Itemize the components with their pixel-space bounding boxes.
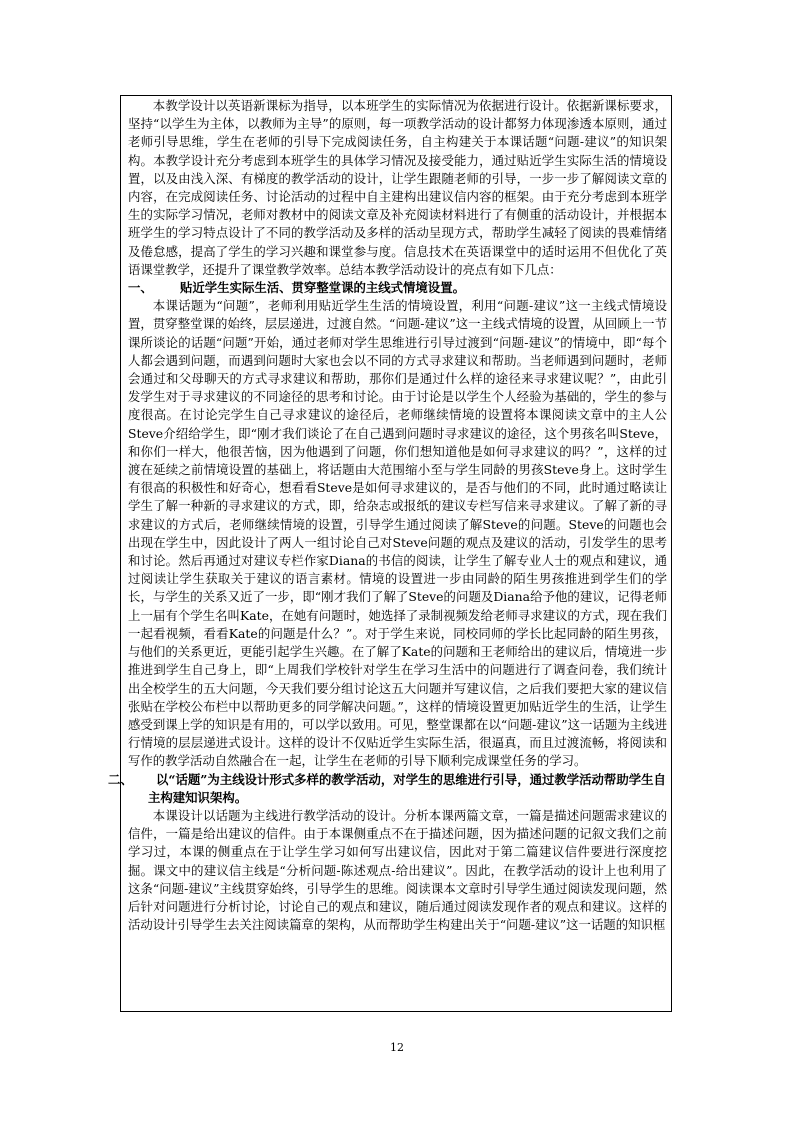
- section-2-number: 二、: [108, 771, 133, 787]
- section-2-paragraph: 本课设计以话题为主线进行教学活动的设计。分析本课两篇文章，一篇是描述问题需求建议的信件，一篇是给出建议的信件。由于本课侧重点不在于描述问题，因为描述问题的记叙文我们之前学习过，本课的侧重点在于让学生学习如何写出建议信，因此对于第二篇建议信件要进行深度挖掘。课文中的建议信主线是“分析问题-陈述观点-给出建议”。因此，在教学活动的设计上也利用了这条“问题-建议”主线贯穿始终，引导学生的思维。阅读课本文章时引导学生通过阅读发现问题，然后针对问题进行分析讨论，讨论自己的观点和建议，随后通过阅读发现作者的观点和建议。这样的活动设计引导学生去关注阅读篇章的架构，从而帮助学生构建出关于“问题-建议”这一话题的知识框: [128, 807, 667, 933]
- section-1-paragraph: 本课话题为“问题”，老师利用贴近学生生活的情境设置，利用“问题-建议”这一主线式情境设置，贯穿整堂课的始终，层层递进，过渡自然。“问题-建议”这一主线式情境的设置，从回顾上一节课所谈论的话题“问题”开始，通过老师对学生思维进行引导过渡到“问题-建议”的情境中，即“每个人都会遇到问题，而遇到问题时大家也会以不同的方式寻求建议和帮助。当老师遇到问题时，老师会通过和父母聊天的方式寻求建议和帮助，那你们是通过什么样的途径来寻求建议呢？”，由此引发学生对于寻求建议的不同途径的思考和讨论。由于讨论是以学生个人经验为基础的，学生的参与度很高。在讨论完学生自己寻求建议的途径后，老师继续情境的设置将本课阅读文章中的主人公Steve介绍给学生，即“刚才我们谈论了在自己遇到问题时寻求建议的途径，这个男孩名叫Steve，和你们一样大，他很苦恼，因为他遇到了问题，你们想知道他是如何寻求建议的吗？”，这样的过渡在延续之前情境设置的基础上，将话题由大范围缩小至与学生同龄的男孩Steve身上。这时学生有很高的积极性和好奇心，想看看Steve是如何寻求建议的，是否与他们的不同，此时通过略读让学生了解一种新的寻求建议的方式，即，给杂志或报纸的建议专栏写信来寻求建议。了解了新的寻求建议的方式后，老师继续情境的设置，引导学生通过阅读了解Steve的问题。Steve的问题也会出现在学生中，因此设计了两人一组讨论自己对Steve问题的观点及建议的活动，引发学生的思考和讨论。然后再通过对建议专栏作家Diana的书信的阅读，让学生了解专业人士的观点和建议，通过阅读让学生获取关于建议的语言素材。情境的设置进一步由同龄的陌生男孩推进到学生们的学长，与学生的关系又近了一步，即“刚才我们了解了Steve的问题及Diana给予他的建议，记得老师上一届有个学生名叫Kate，在她有问题时，她选择了录制视频发给老师寻求建议的方式，现在我们一起看视频，看看Kate的问题是什么？”。对于学生来说，同校同师的学长比起同龄的陌生男孩，与他们的关系更近，更能引起学生兴趣。在了解了Kate的问题和王老师给出的建议后，情境进一步推进到学生自己身上，即“上周我们学校针对学生在学习生活中的问题进行了调查问卷，我们统计出全校学生的五大问题，今天我们要分组讨论这五大问题并写建议信，之后我们要把大家的建议信张贴在学校公布栏中以帮助更多的同学解决问题。”，这样的情境设置更加贴近学生的生活，让学生感受到课上学的知识是有用的，可以学以致用。可见，整堂课都在以“问题-建议”这一话题为主线进行情境的层层递进式设计。这样的设计不仅贴近学生实际生活，很逼真，而且过渡流畅，将阅读和写作的教学活动自然融合在一起，让学生在老师的引导下顺利完成课堂任务的学习。: [128, 298, 667, 769]
- section-1-heading: [128, 279, 667, 297]
- section-1-number: 一、: [128, 280, 153, 296]
- page-number: 12: [390, 1041, 404, 1054]
- section-2-title: 以“话题”为主线设计形式多样的教学活动，对学生的思维进行引导，通过教学活动帮助学生自主构建知识架构。: [148, 771, 666, 805]
- section-1-title: 贴近学生实际生活、贯穿整堂课的主线式情境设置。: [180, 280, 465, 296]
- section-2-heading: [108, 771, 667, 807]
- intro-paragraph: 本教学设计以英语新课标为指导，以本班学生的实际情况为依据进行设计。依据新课标要求，坚持“以学生为主体，以教师为主导”的原则，每一项教学活动的设计都努力体现渗透本原则，通过老师引导思维，学生在老师的引导下完成阅读任务，自主构建关于本课话题“问题-建议”的知识架构。本教学设计充分考虑到本班学生的具体学习情况及接受能力，通过贴近学生实际生活的情境设置，以及由浅入深、有梯度的教学活动的设计，让学生跟随老师的引导，一步一步了解阅读文章的内容，在完成阅读任务、讨论活动的过程中自主建构出建议信内容的框架。由于充分考虑到本班学生的实际学习情况，老师对教材中的阅读文章及补充阅读材料进行了有侧重的活动设计，并根据本班学生的学习特点设计了不同的教学活动及多样的活动呈现方式，帮助学生减轻了阅读的畏难情绪及倦怠感，提高了学生的学习兴趣和课堂参与度。信息技术在英语课堂中的适时运用不但优化了英语课堂教学，还提升了课堂教学效率。总结本教学活动设计的亮点有如下几点：: [128, 98, 667, 277]
- content-table-cell: [108, 95, 672, 1012]
